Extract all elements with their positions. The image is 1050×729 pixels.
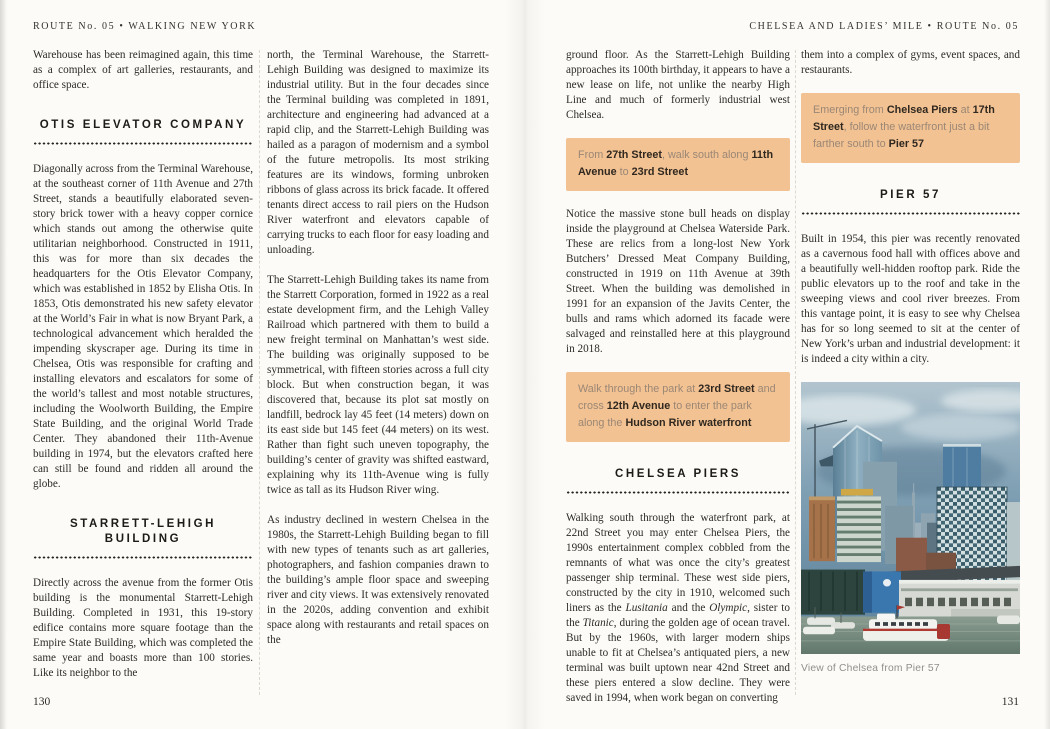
route-step-place: Hudson River waterfront: [625, 417, 752, 429]
body-text: , sister to the: [566, 602, 790, 629]
route-step-text: Walk through the park at: [578, 383, 699, 395]
route-step-text: to enter the park along the: [578, 400, 752, 429]
body-text: and the: [667, 602, 710, 614]
route-callout: [566, 372, 790, 442]
route-step-place: 27th Street: [606, 149, 663, 161]
column-divider: [259, 50, 260, 695]
dotted-rule: [33, 556, 253, 559]
paragraph: Built in 1954, this pier was recently renovated as a cavernous food hall with offices above and a beautifully well-hidden rooftop park. Ride the public elevators up to the roof and take in the sweeping views and cool river breezes. From this vantage point, it is easy to see why Chelsea has for so long seemed to sit at the center of New York’s urban and industrial development: it is indeed a city within a city.: [801, 233, 1020, 365]
paragraph: north, the Terminal Warehouse, the Starrett-Lehigh Building was designed to maximize its industrial utility. But in the four decades since the Terminal building was completed in 1891, architecture and engineering had advanced at a rapid clip, and the Starrett-Lehigh Building was hailed as a paragon of modernism and a symbol of the future metropolis. Its most striking features are its windows, forming unbroken ribbons of glass across its brick facade. It offered tenants direct access to rail piers on the Hudson River waterfront and elevators capable of carrying trucks to each floor for easy loading and unloading.: [267, 49, 489, 256]
body-text: Walking south through the waterfront park, at 22nd Street you may enter Chelsea Piers, the 1990s entertainment complex cobbled from the remnants of what was once the city’s greatest passenger ship terminal. These west side piers, constructed by the city in 1910, welcomed such liners as the: [566, 512, 790, 614]
route-step-text: , walk south along: [662, 149, 752, 161]
section-otis-elevator: [33, 118, 253, 145]
route-callout: [566, 138, 790, 191]
section-title: OTIS ELEVATOR COMPANY: [39, 119, 247, 131]
section-chelsea-piers: [566, 467, 790, 494]
page-number-right: 131: [1001, 696, 1019, 708]
dotted-rule: [801, 212, 1020, 215]
dotted-rule: [566, 491, 790, 494]
dotted-rule: [33, 142, 253, 145]
column-1: [33, 48, 253, 696]
page-edge-left: [0, 0, 7, 729]
paragraph: Diagonally across from the Terminal Warehouse, at the southeast corner of 11th Avenue and 27th Street, stands a beautifully elaborated seven-story brick tower with a heavy copper cornice which stands out among the otherwise quite utilitarian neighborhood. Constructed in 1911, this was for more than six decades the headquarters for the Otis Elevator Company, which was established in 1852 by Elisha Otis. In 1853, Otis demonstrated his new safety elevator at the World’s Fair in what is now Bryant Park, a technological advancement which heralded the impending skyscraper age. During its time in Chelsea, Otis was responsible for crafting and installing elevators and escalators for some of the world’s tallest and most notable structures, including the Woolworth Building, the Empire State Building, and the original World Trade Center. They abandoned their 11th-Avenue building in 1974, but the elevators crafted here can still be found and ridden all around the globe.: [33, 163, 253, 490]
route-step-place: Pier 57: [888, 138, 925, 150]
paragraph: Directly across the avenue from the former Otis building is the monumental Starrett-Lehigh Building. Completed in 1931, this 19-story edifice contains more square footage than the Empire State Building, which was completed the same year and boasts more than 100 stories. Like its neighbor to the: [33, 577, 253, 679]
route-step-place: Chelsea Piers: [886, 104, 958, 116]
body-text: , during the golden age of ocean travel. But by the 1960s, with larger modern ships unable to fit at Chelsea’s antiquated piers, a new terminal was built uptown near 42nd Street and these piers entered a slow decline. They were saved in 1994, when work began on converting: [566, 617, 790, 704]
route-step-text: to: [616, 166, 632, 178]
column-2: [267, 48, 489, 663]
paragraph: Warehouse has been reimagined again, this time as a complex of art galleries, restaurants, and office space.: [33, 49, 253, 91]
route-step-place: 23rd Street: [698, 383, 755, 395]
paragraph: ground floor. As the Starrett-Lehigh Building approaches its 100th birthday, it appears to have a new lease on life, not unlike the nearby High Line and much of formerly industrial west Chelsea.: [566, 49, 790, 121]
ship-name: Lusitania: [625, 602, 668, 614]
section-starrett-lehigh: [33, 517, 253, 559]
running-header-left: ROUTE No. 05 • WALKING NEW YORK: [33, 21, 257, 32]
section-title: STARRETT-LEHIGH BUILDING: [69, 518, 217, 545]
route-callout: [801, 93, 1020, 163]
section-pier-57: [801, 188, 1020, 215]
route-step-text: , follow the waterfront just a bit farther south to: [813, 121, 990, 150]
column-4: [801, 48, 1020, 676]
running-header-right: CHELSEA AND LADIES’ MILE • ROUTE No. 05: [749, 21, 1019, 32]
paragraph: Notice the massive stone bull heads on display inside the playground at Chelsea Waterside Park. These are relics from a long-lost New York Butchers’ Dressed Meat Company Building, constructed in 1919 on 11th Avenue at 39th Street. When the building was demolished in 1991 for an expansion of the Javits Center, the bulls and rams which adorned its facade were salvaged and reinstalled here at this playground in 2018.: [566, 208, 790, 355]
ship-name: Titanic: [582, 617, 614, 629]
paragraph: As industry declined in western Chelsea in the 1980s, the Starrett-Lehigh Building began to fill with new types of tenants such as art galleries, photographers, and fashion companies drawn to the building’s ample floor space and sweeping river and city views. It was extensively renovated in the 2020s, adding convention and exhibit space along with restaurants and retail spaces on the: [267, 514, 489, 646]
route-step-place: 11th Avenue: [578, 149, 774, 178]
route-step-place: 12th Avenue: [606, 400, 671, 412]
route-step-place: 23rd Street: [631, 166, 689, 178]
route-step-place: 17th Street: [813, 104, 995, 133]
ship-name: Olympic: [709, 602, 748, 614]
center-seam: [505, 0, 545, 729]
chelsea-skyline-illustration: [801, 382, 1020, 654]
route-step-text: Emerging from: [813, 104, 887, 116]
section-title: CHELSEA PIERS: [614, 468, 742, 480]
page-edge-right: [1044, 0, 1050, 729]
route-step-text: From: [578, 149, 607, 161]
page-number-left: 130: [33, 696, 51, 708]
photo-caption: View of Chelsea from Pier 57: [801, 663, 940, 674]
route-step-text: and cross: [578, 383, 776, 412]
paragraph: [566, 511, 790, 706]
section-title: PIER 57: [879, 189, 942, 201]
paragraph: them into a complex of gyms, event spaces, and restaurants.: [801, 49, 1020, 76]
route-step-text: at: [957, 104, 973, 116]
chelsea-photo: [801, 382, 1020, 654]
paragraph: The Starrett-Lehigh Building takes its name from the Starrett Corporation, formed in 1922 as a real estate development firm, and the Lehigh Valley Railroad which partnered with them to build a new freight terminal on Manhattan’s west side. The building was originally supposed to be symmetrical, with fifteen stories across a full city block. But when construction began, it was discovered that, because its plot sat mostly on landfill, bedrock lay 45 feet (14 meters) down on its east side but 145 feet (44 meters) on its west. Rather than fight such uneven topography, the building’s center of gravity was shifted eastward, explaining why its 11th-Avenue wing is fully twice as tall as its Hudson River wing.: [267, 274, 489, 496]
column-divider: [795, 50, 796, 695]
column-3: [566, 48, 790, 721]
